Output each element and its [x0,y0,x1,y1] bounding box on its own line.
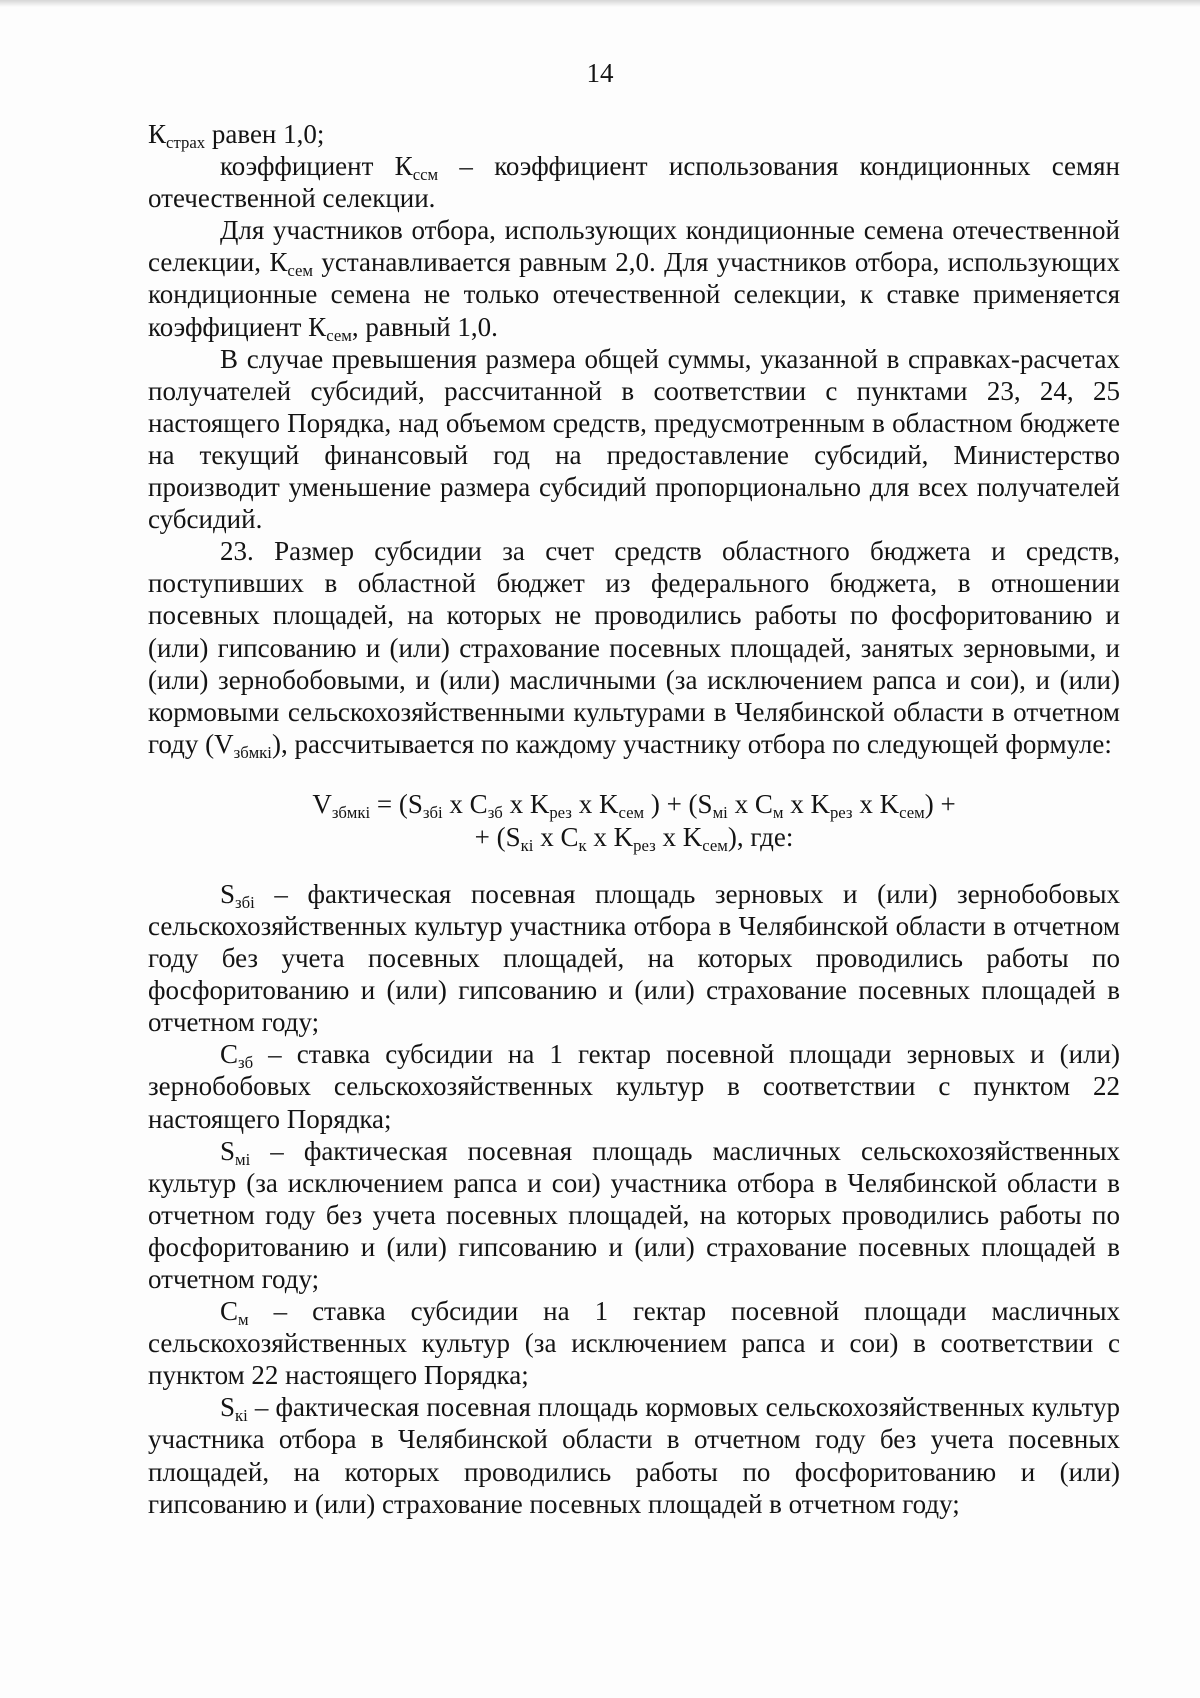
document-body [148,118,1120,1520]
paragraph-23: 23. Размер субсидии за счет средств областного бюджета и средств, поступивших в областной бюджет из федерального бюджета, в отношении посевных площадей, на которых не проводились работы по фосфоритованию и (или) гипсованию и (или) страхование посевных площадей, занятых зерновыми, и (или) зернобобовыми, и (или) масличными (за исключением рапса и сои), и (или) кормовыми сельскохозяйственными культурами в Челябинской области в отчетном году $(V_{збмкi})$, рассчитывается по каждому участнику отбора по следующей формуле: [148,536,1120,762]
scan-edge [0,0,1200,7]
definition-c-zb: $C_{зб}$ – ставка субсидии на 1 гектар посевной площади зерновых и (или) зернобобовых сельскохозяйственных культур в соответствии с пунктом 22 настоящего Порядка; [148,1039,1120,1134]
definition-s-zbi: $S_{збi}$ – фактическая посевная площадь зерновых и (или) зернобобовых сельскохозяйственных культур участника отбора в Челябинской области в отчетном году без учета посевных площадей, на которых проводились работы по фосфоритованию и (или) гипсованию и (или) страхование посевных площадей в отчетном году; [148,878,1120,1038]
formula-line-2: + ($S_{кi}$ x $C_к$ x $K_{рез}$ x $K_{сем}$), где: [474,821,794,855]
paragraph-reduction: В случае превышения размера общей суммы, указанной в справках-расчетах получателей субсидий, рассчитанной в соответствии с пунктами 23, 24, 25 настоящего Порядка, над объемом средств, предусмотренным в областном бюджете на текущий финансовый год на предоставление субсидий, Министерство производит уменьшение размера субсидий пропорционально для всех получателей субсидий. [148,343,1120,535]
definition-c-m: $C_м$ – ставка субсидии на 1 гектар посевной площади масличных сельскохозяйственных культур (за исключением рапса и сои) в соответствии с пунктом 22 настоящего Порядка; [148,1296,1120,1391]
formula-line-1: $V_{збмкi} = (S_{збi}$ x $C_{зб}$ x $K_{рез}$ x $K_{сем}$ ) + ($S_{мi}$ x $C_м$ x $K_{рез}$ x $K_{сем}$) + [312,788,956,822]
page-number: 14 [586,58,614,88]
definition-s-mi: $S_{мi}$ – фактическая посевная площадь масличных сельскохозяйственных культур (за исключением рапса и сои) участника отбора в Челябинской области в отчетном году без учета посевных площадей, на которых проводились работы по фосфоритованию и (или) гипсованию и (или) страхование посевных площадей в отчетном году; [148,1135,1120,1294]
paragraph-k-ssm-definition: коэффициент $К_{ссм}$ – коэффициент использования кондиционных семян отечественной селекции. [148,151,1120,214]
definition-s-ki: $S_{кi}$ – фактическая посевная площадь кормовых сельскохозяйственных культур участника отбора в Челябинской области в отчетном году без учета посевных площадей, на которых проводились работы по фосфоритованию и (или) гипсованию и (или) страхование посевных площадей в отчетном году; [148,1392,1120,1519]
formula [148,788,1120,854]
paragraph-k-sem-values: Для участников отбора, использующих кондиционные семена отечественной селекции, $К_{сем}$ устанавливается равным 2,0. Для участников отбора, использующих кондиционные семена не только отечественной селекции, к ставке применяется коэффициент $К_{сем}$, равный 1,0. [148,215,1121,345]
paragraph-k-strakh: $К_{страх}$ равен 1,0; [148,119,325,153]
